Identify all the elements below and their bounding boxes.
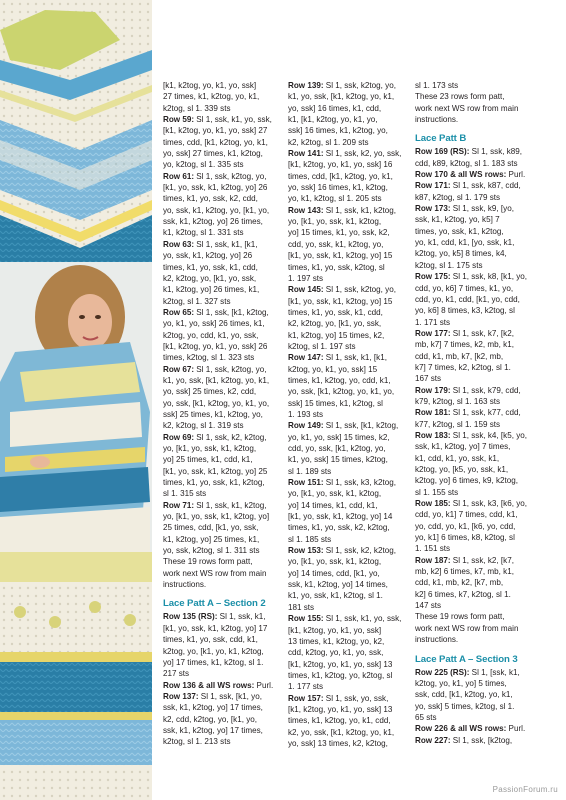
text-line: ssk, k1, k2tog, yo] 7 times, [415, 442, 511, 452]
text-line: Row 155: Sl 1, ssk, k1, yo, ssk, [288, 614, 402, 624]
text-line: k2tog, sl 1. 327 sts [163, 296, 231, 306]
text-line: yo, k2tog, sl 1. 335 sts [163, 160, 244, 170]
text-line: k2tog, sl 1. 339 sts [163, 103, 231, 113]
text-line: times, k1, k2tog, yo, k2tog, sl [288, 670, 393, 680]
text-line: yo, ssk] 16 times, k1, k2tog, [288, 183, 388, 193]
text-line: times, k1, yo, ssk, k1, k2tog, [163, 478, 265, 488]
text-line: Row 136 & all WS rows: Purl. [163, 680, 274, 690]
text-line: yo, k1, yo, ssk] 15 times, k2, [288, 432, 390, 442]
text-line: sl 1. 189 sts [288, 466, 332, 476]
text-line: mb, k7] 7 times, k2, mb, k1, [415, 340, 514, 350]
text-line: Row 227: Sl 1, ssk, [k2tog, [415, 735, 513, 745]
text-line: times, k1, yo, ssk, k2, k2tog, [288, 523, 390, 533]
text-line: k1, k2tog, yo] 15 times, k2, [288, 330, 385, 340]
text-line: Row 65: Sl 1, ssk, [k1, k2tog, [163, 307, 269, 317]
text-line: Row 67: Sl 1, ssk, k2tog, yo, [163, 364, 267, 374]
text-line: Row 179: Sl 1, ssk, k79, cdd, [415, 385, 521, 395]
text-line: ssk, k1, k2tog, yo] 14 times, [288, 580, 388, 590]
text-line: yo, ssk] 27 times, k1, k2tog, [163, 149, 263, 159]
text-line: ssk, k1, k2tog, yo] 17 times, [163, 703, 263, 713]
text-line: ssk] 15 times, k1, k2tog, sl [288, 398, 383, 408]
text-line: Row 226 & all WS rows: Purl. [415, 724, 526, 734]
text-line: Row 135 (RS): Sl 1, ssk, k1, [163, 612, 266, 622]
shawl-photo-bottom [0, 552, 152, 800]
text-line: yo, [k1, yo, ssk, k1, k2tog, [288, 489, 382, 499]
text-line: k2, k2tog, yo, [k1, yo, ssk, [288, 319, 382, 329]
text-line: [k1, k2tog, yo, k1, yo, ssk] 27 [163, 126, 268, 136]
text-line: k2tog, yo, [k1, yo, k1, k2tog, [163, 646, 264, 656]
text-line: k2] 6 times, k7, k2tog, sl 1. [415, 589, 511, 599]
text-line: yo, ssk] 13 times, k2, k2tog, [288, 738, 388, 748]
text-line: ssk, k1, k2tog, yo, k5] 7 [415, 215, 500, 225]
text-line: yo, k1, cdd, k1, [yo, ssk, k1, [415, 238, 515, 248]
text-line: k2, cdd, k2tog, yo, [k1, yo, [163, 714, 258, 724]
text-line: These 23 rows form patt, [415, 92, 505, 102]
text-line: times, k1, yo, ssk, cdd, k1, [163, 635, 258, 645]
text-line: 13 times, k1, k2tog, yo, k2, [288, 636, 385, 646]
text-line: Row 61: Sl 1, ssk, k2tog, yo, [163, 171, 267, 181]
text-line: [k1, k2tog, yo, k1, yo, ssk] 13 [288, 704, 393, 714]
text-line: These 19 rows form patt, [415, 612, 505, 622]
text-line: 65 sts [415, 712, 437, 722]
text-line: yo, ssk, [k1, k2tog, yo, k1, yo, [163, 398, 270, 408]
text-line: yo, ssk, k2tog, sl 1. 311 sts [163, 546, 260, 556]
text-line: instructions. [163, 580, 207, 590]
text-line: work next WS row from main [415, 103, 519, 113]
text-line: k7] 7 times, k2, k2tog, sl 1. [415, 362, 511, 372]
section-heading: Lace Patt A – Section 2 [163, 598, 266, 610]
text-line: 1. 171 sts [415, 317, 451, 327]
text-line: ssk] 25 times, k1, k2tog, yo, [163, 409, 263, 419]
text-line: [k1, yo, ssk, k1, k2tog, yo] 26 [163, 183, 268, 193]
text-line: k1, yo, ssk] 15 times, k2tog, [288, 455, 388, 465]
text-line: cdd, yo, ssk, [k1, k2tog, yo, [288, 444, 386, 453]
text-line: k2tog, yo, k5] 8 times, k4, [415, 249, 507, 259]
text-line: work next WS row from main [163, 568, 267, 578]
text-line: cdd, yo, ssk, k1, k2tog, yo, [288, 239, 384, 249]
text-line: times, cdd, [k1, k2tog, yo, k1, [163, 137, 268, 147]
text-line: k2, k2tog, yo, [k1, yo, ssk, [163, 273, 257, 283]
text-line: Row 153: Sl 1, ssk, k2, k2tog, [288, 546, 396, 556]
text-line: Row 183: Sl 1, ssk, k4, [k5, yo, [415, 430, 528, 440]
text-line: Row 143: Sl 1, ssk, k1, k2tog, [288, 205, 396, 215]
text-line: times, yo, ssk, k1, k2tog, [415, 226, 504, 236]
text-line: k2tog, sl 1. 213 sts [163, 737, 231, 747]
text-line: [k1, yo, ssk, k1, k2tog, yo] 15 [288, 296, 393, 306]
text-line: mb, k2] 6 times, k7, mb, k1, [415, 567, 514, 577]
text-line: times, k1, yo, ssk, k1, cdd, [163, 262, 258, 272]
watermark: PassionForum.ru [492, 785, 558, 794]
text-line: Row 141: Sl 1, ssk, k2, yo, ssk, [288, 149, 402, 159]
text-line: k2tog, yo] 6 times, k9, k2tog, [415, 476, 519, 486]
text-line: Row 137: Sl 1, ssk, [k1, yo, [163, 691, 262, 701]
text-line: [k1, k2tog, yo, k1, yo, ssk] 26 [163, 341, 268, 351]
text-line: k2tog, yo, k1, yo, ssk] 15 [288, 364, 378, 374]
text-line: [k1, k2tog, yo, k1, yo, ssk] [288, 625, 382, 635]
text-line: [k1, yo, ssk, k1, k2tog, yo] 14 [288, 512, 393, 522]
text-line: k1, k2tog, yo] 26 times, k1, [163, 285, 260, 295]
text-line: Row 225 (RS): Sl 1, [ssk, k1, [415, 667, 520, 677]
section-heading: Lace Patt A – Section 3 [415, 653, 518, 665]
text-line: yo] 14 times, k1, cdd, k1, [288, 500, 378, 510]
text-line: [k1, k2tog, yo, k1, yo, ssk] [163, 81, 257, 90]
text-line: Row 139: Sl 1, ssk, k2tog, yo, [288, 81, 396, 90]
text-line: Row 181: Sl 1, ssk, k77, cdd, [415, 408, 521, 418]
text-line: cdd, yo, k1, cdd, [k1, yo, cdd, [415, 294, 520, 304]
text-line: 1. 177 sts [288, 682, 324, 692]
text-column-2 [288, 80, 410, 749]
text-line: yo] 14 times, cdd, [k1, yo, [288, 568, 380, 578]
text-line: Row 147: Sl 1, ssk, k1, [k1, [288, 353, 387, 363]
text-line: 167 sts [415, 374, 442, 384]
text-line: Row 185: Sl 1, ssk, k3, [k6, yo, [415, 499, 528, 509]
text-line: sl 1. 315 sts [163, 489, 207, 499]
text-line: k1, yo, ssk, [k1, k2tog, yo, k1, [288, 92, 395, 102]
section-heading: Lace Patt B [415, 133, 467, 145]
text-line: k1, cdd, k1, yo, ssk, k1, [415, 453, 500, 463]
text-line: yo, ssk] 16 times, k1, cdd, [288, 103, 382, 113]
text-line: times, k2tog, sl 1. 323 sts [163, 353, 255, 363]
text-column-3 [415, 80, 537, 746]
text-line: Row 170 & all WS rows: Purl. [415, 170, 526, 180]
text-line: yo, ssk] 5 times, k2tog, sl 1. [415, 701, 515, 711]
text-line: k1, [k1, k2tog, yo, k1, yo, [288, 115, 378, 125]
text-line: yo] 25 times, k1, cdd, k1, [163, 455, 253, 465]
text-line: 25 times, cdd, [k1, yo, ssk, [163, 523, 259, 533]
text-line: k2tog, yo, cdd, k1, yo, ssk, [163, 330, 259, 340]
text-line: ssk, k1, k2tog, yo] 17 times, [163, 725, 263, 735]
text-column-1 [163, 80, 285, 748]
text-line: cdd, k1, mb, k7, [k2, mb, [415, 351, 504, 361]
text-line: Row 69: Sl 1, ssk, k2, k2tog, [163, 432, 267, 442]
text-line: k2, k2tog, sl 1. 209 sts [288, 137, 369, 147]
text-line: yo, ssk, k1, k2tog, yo] 26 [163, 251, 253, 261]
photo-column [0, 0, 152, 800]
text-line: Row 177: Sl 1, ssk, k7, [k2, [415, 328, 514, 338]
text-line: Row 171: Sl 1, ssk, k87, cdd, [415, 181, 521, 191]
text-line: yo, ssk, [k1, k2tog, yo, k1, yo, [288, 387, 395, 397]
text-line: yo] 17 times, k1, k2tog, sl 1. [163, 657, 264, 667]
text-line: [k1, yo, ssk, k1, k2tog, yo] 15 [288, 251, 393, 261]
text-line: yo, [k1, yo, ssk, k1, k2tog, [288, 557, 382, 567]
text-line: ssk, cdd, [k1, k2tog, yo, k1, [415, 690, 513, 700]
text-line: Row 59: Sl 1, ssk, k1, yo, ssk, [163, 115, 272, 125]
text-line: instructions. [415, 635, 459, 645]
text-line: k1, k2tog, sl 1. 331 sts [163, 228, 244, 238]
text-line: instructions. [415, 115, 459, 125]
text-line: sl 1. 173 sts [415, 81, 459, 90]
text-line: k2tog, yo, [k5, yo, ssk, k1, [415, 465, 509, 474]
text-line: yo, k1, yo, ssk] 26 times, k1, [163, 319, 265, 329]
text-line: yo, [k1, yo, ssk, k1, k2tog, yo] [163, 512, 270, 522]
text-line: k2tog, yo, k1, yo] 5 times, [415, 678, 507, 688]
text-line: times, k1, k2tog, yo, k1, cdd, [288, 716, 391, 726]
text-line: yo, k1] 6 times, k8, k2tog, sl [415, 533, 515, 543]
text-line: cdd, k89, k2tog, sl 1. 183 sts [415, 158, 518, 168]
model-photo [0, 262, 152, 552]
text-line: cdd, yo, k1] 7 times, cdd, k1, [415, 510, 518, 520]
text-line: yo, ssk, k1, k2tog, yo, [k1, yo, [163, 205, 270, 215]
text-line: Row 63: Sl 1, ssk, k1, [k1, [163, 239, 258, 249]
text-line: [k1, yo, ssk, k1, k2tog, yo] 17 [163, 623, 268, 633]
text-line: cdd, k2tog, yo, k1, yo, ssk, [288, 648, 384, 658]
text-line: [k1, k2tog, yo, k1, yo, ssk] 13 [288, 659, 393, 669]
text-line: Row 151: Sl 1, ssk, k3, k2tog, [288, 478, 396, 488]
text-line: Row 187: Sl 1, ssk, k2, [k7, [415, 555, 514, 565]
text-line: 181 sts [288, 602, 315, 612]
text-line: 217 sts [163, 669, 190, 679]
text-line: k87, k2tog, sl 1. 179 sts [415, 192, 501, 202]
text-line: [k1, yo, ssk, k1, k2tog, yo] 25 [163, 466, 268, 476]
text-line: yo, k6] 8 times, k3, k2tog, sl [415, 306, 515, 316]
text-line: Row 175: Sl 1, ssk, k8, [k1, yo, [415, 272, 528, 282]
text-line: Row 173: Sl 1, ssk, k9, [yo, [415, 204, 514, 214]
text-line: Row 157: Sl 1, ssk, yo, ssk, [288, 693, 389, 703]
text-line: yo] 15 times, k1, yo, ssk, k2, [288, 228, 390, 238]
text-line: times, cdd, [k1, k2tog, yo, k1, [288, 171, 393, 181]
text-line: yo, ssk] 25 times, k2, cdd, [163, 387, 257, 397]
text-line: k77, k2tog, sl 1. 159 sts [415, 419, 501, 429]
text-line: yo, k1, k2tog, sl 1. 205 sts [288, 194, 382, 204]
text-line: These 19 rows form patt, [163, 557, 253, 567]
text-line: yo, [k1, yo, ssk, k1, k2tog, [163, 444, 257, 453]
text-line: times, k1, k2tog, yo, cdd, k1, [288, 375, 391, 385]
text-line: k1, yo, ssk, [k1, k2tog, yo, k1, [163, 375, 270, 385]
text-line: k2tog, sl 1. 197 sts [288, 341, 356, 351]
text-line: [k1, k2tog, yo, k1, yo, ssk] 16 [288, 160, 393, 170]
text-line: ssk, k1, k2tog, yo] 26 times, [163, 217, 263, 227]
text-line: ssk] 16 times, k1, k2tog, yo, [288, 126, 388, 136]
text-line: cdd, k1, mb, k2, [k7, mb, [415, 578, 504, 588]
text-line: sl 1. 155 sts [415, 487, 459, 497]
text-line: 1. 193 sts [288, 409, 324, 419]
text-line: 27 times, k1, k2tog, yo, k1, [163, 92, 260, 102]
text-line: times, k1, yo, ssk, k2tog, sl [288, 262, 385, 272]
text-line: k1, yo, ssk, k1, k2tog, sl 1. [288, 591, 383, 601]
text-line: Row 149: Sl 1, ssk, [k1, k2tog, [288, 421, 399, 431]
text-line: k79, k2tog, sl 1. 163 sts [415, 396, 501, 406]
text-line: Row 169 (RS): Sl 1, ssk, k89, [415, 147, 523, 157]
text-line: 147 sts [415, 601, 442, 611]
text-line: times, k1, yo, ssk, k2, cdd, [163, 194, 258, 204]
text-line: cdd, yo, k6] 7 times, k1, yo, [415, 283, 514, 293]
text-line: k2, yo, ssk, [k1, k2tog, yo, k1, [288, 727, 395, 737]
text-line: work next WS row from main [415, 623, 519, 633]
text-line: Row 145: Sl 1, ssk, k2tog, yo, [288, 285, 396, 295]
text-line: sl 1. 185 sts [288, 534, 332, 544]
text-line: k1, k2tog, yo] 25 times, k1, [163, 534, 260, 544]
text-line: 1. 197 sts [288, 273, 324, 283]
text-line: k2tog, sl 1. 175 sts [415, 260, 483, 270]
text-line: Row 71: Sl 1, ssk, k1, k2tog, [163, 500, 267, 510]
shawl-photo-top [0, 0, 152, 262]
text-line: 1. 151 sts [415, 544, 451, 554]
text-line: k2, k2tog, sl 1. 319 sts [163, 421, 244, 431]
text-line: yo, cdd, yo, k1, [k6, yo, cdd, [415, 521, 516, 531]
text-line: times, k1, yo, ssk, k1, cdd, [288, 307, 383, 317]
text-line: yo, [k1, yo, ssk, k1, k2tog, [288, 217, 382, 227]
